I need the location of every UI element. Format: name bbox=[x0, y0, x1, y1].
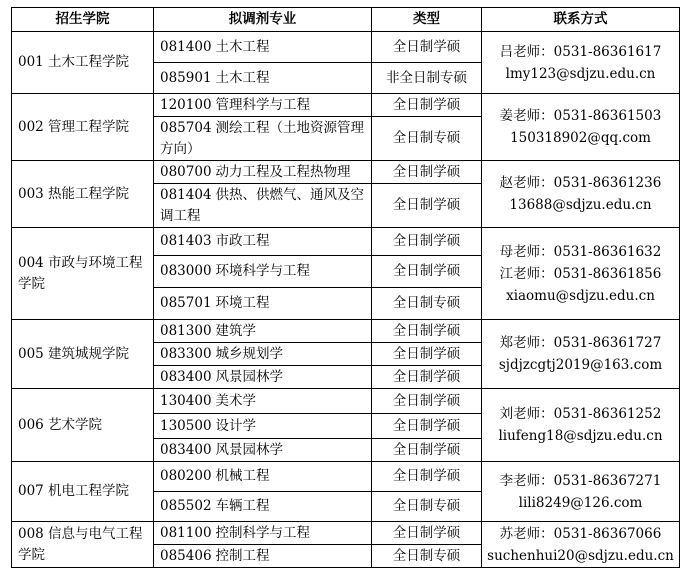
college-name: 008 信息与电气工程学院 bbox=[12, 522, 154, 568]
major-code: 083300 bbox=[160, 345, 212, 362]
major-cell bbox=[154, 117, 372, 161]
table-row bbox=[12, 94, 680, 117]
major-cell bbox=[154, 389, 372, 414]
major-cell bbox=[154, 545, 372, 568]
major-cell bbox=[154, 161, 372, 184]
contact-line: 李老师：0531-86367271 bbox=[499, 472, 662, 489]
major-code: 130500 bbox=[160, 417, 212, 434]
major-name: 机械工程 bbox=[215, 468, 270, 484]
header-contact: 联系方式 bbox=[482, 8, 680, 32]
major-code: 083400 bbox=[160, 368, 212, 385]
college-name: 005 建筑城规学院 bbox=[12, 320, 154, 389]
major-name: 土木工程 bbox=[215, 38, 270, 55]
major-cell bbox=[154, 320, 372, 343]
header-type: 类型 bbox=[372, 8, 482, 32]
program-type: 全日制学硕 bbox=[372, 320, 482, 343]
contact-line: 刘老师：0531-86361252 bbox=[499, 406, 662, 422]
admissions-table bbox=[11, 7, 680, 568]
contact-info bbox=[482, 228, 680, 320]
major-name: 环境科学与工程 bbox=[215, 263, 311, 279]
major-code: 085901 bbox=[160, 69, 212, 86]
major-name: 控制科学与工程 bbox=[215, 524, 311, 541]
major-code: 081100 bbox=[160, 524, 212, 541]
major-cell bbox=[154, 94, 372, 117]
major-cell bbox=[154, 63, 372, 94]
program-type: 全日制学硕 bbox=[372, 32, 482, 63]
major-name: 供热、供燃气、通风及空调工程 bbox=[160, 186, 365, 224]
major-cell bbox=[154, 462, 372, 492]
major-cell bbox=[154, 288, 372, 320]
contact-line: 姜老师：0531-86361503 bbox=[499, 108, 662, 124]
table-row bbox=[12, 320, 680, 343]
contact-line: 母老师：0531-86361632 bbox=[499, 243, 662, 260]
major-cell bbox=[154, 414, 372, 439]
major-code: 120100 bbox=[160, 96, 212, 113]
program-type: 全日制专硕 bbox=[372, 288, 482, 320]
college-name: 003 热能工程学院 bbox=[12, 161, 154, 228]
major-name: 建筑学 bbox=[215, 322, 257, 339]
program-type: 全日制专硕 bbox=[372, 117, 482, 161]
major-name: 设计学 bbox=[215, 417, 257, 434]
major-code: 130400 bbox=[160, 392, 212, 409]
contact-line: 吕老师：0531-86361617 bbox=[499, 43, 662, 60]
contact-line: 苏老师：0531-86367066 bbox=[499, 525, 662, 542]
table-row bbox=[12, 32, 680, 63]
program-type: 全日制学硕 bbox=[372, 161, 482, 184]
contact-info bbox=[482, 522, 680, 568]
major-cell bbox=[154, 366, 372, 389]
program-type: 全日制学硕 bbox=[372, 389, 482, 414]
contact-line: liufeng18@sdjzu.edu.cn bbox=[498, 428, 663, 444]
contact-line: suchenhui20@sdjzu.edu.cn bbox=[487, 547, 674, 564]
program-type: 全日制专硕 bbox=[372, 545, 482, 568]
major-name: 动力工程及工程热物理 bbox=[215, 163, 351, 180]
major-code: 080700 bbox=[160, 163, 212, 180]
contact-line: lmy123@sdjzu.edu.cn bbox=[505, 65, 656, 82]
program-type: 全日制学硕 bbox=[372, 94, 482, 117]
contact-line: 郑老师：0531-86361727 bbox=[499, 335, 662, 351]
major-name: 管理科学与工程 bbox=[215, 96, 311, 113]
table-body bbox=[12, 32, 680, 568]
major-name: 美术学 bbox=[215, 392, 257, 409]
contact-line: xiaomu@sdjzu.edu.cn bbox=[506, 287, 655, 304]
table-row bbox=[12, 462, 680, 492]
major-cell bbox=[154, 439, 372, 462]
college-name: 006 艺术学院 bbox=[12, 389, 154, 462]
major-name: 测绘工程（土地资源管理方向） bbox=[160, 119, 365, 157]
table-row bbox=[12, 228, 680, 256]
major-name: 控制工程 bbox=[215, 547, 270, 564]
college-name: 007 机电工程学院 bbox=[12, 462, 154, 522]
major-cell bbox=[154, 343, 372, 366]
program-type: 全日制学硕 bbox=[372, 522, 482, 545]
major-code: 083000 bbox=[160, 263, 212, 279]
contact-line: lili8249@126.com bbox=[518, 494, 643, 511]
major-code: 081404 bbox=[160, 186, 212, 203]
major-name: 土木工程 bbox=[215, 69, 270, 86]
major-name: 风景园林学 bbox=[215, 441, 284, 458]
header-college: 招生学院 bbox=[12, 8, 154, 32]
major-name: 车辆工程 bbox=[215, 498, 270, 514]
header-row bbox=[12, 8, 680, 32]
major-cell bbox=[154, 522, 372, 545]
contact-line: 赵老师：0531-86361236 bbox=[499, 175, 662, 191]
major-code: 085502 bbox=[160, 498, 212, 514]
program-type: 全日制专硕 bbox=[372, 492, 482, 522]
program-type: 非全日制专硕 bbox=[372, 63, 482, 94]
major-code: 085704 bbox=[160, 119, 212, 136]
major-code: 081300 bbox=[160, 322, 212, 339]
contact-line: 江老师：0531-86361856 bbox=[499, 265, 662, 282]
major-cell bbox=[154, 492, 372, 522]
table-row bbox=[12, 389, 680, 414]
program-type: 全日制学硕 bbox=[372, 462, 482, 492]
college-name: 004 市政与环境工程学院 bbox=[12, 228, 154, 320]
college-name: 001 土木工程学院 bbox=[12, 32, 154, 94]
table-row bbox=[12, 522, 680, 545]
major-name: 市政工程 bbox=[215, 233, 270, 249]
major-name: 城乡规划学 bbox=[215, 345, 284, 362]
major-cell bbox=[154, 184, 372, 228]
major-code: 085701 bbox=[160, 295, 212, 311]
program-type: 全日制学硕 bbox=[372, 184, 482, 228]
major-cell bbox=[154, 228, 372, 256]
contact-info bbox=[482, 320, 680, 389]
program-type: 全日制学硕 bbox=[372, 343, 482, 366]
major-cell bbox=[154, 256, 372, 288]
program-type: 全日制学硕 bbox=[372, 439, 482, 462]
college-name: 002 管理工程学院 bbox=[12, 94, 154, 161]
contact-line: sjdjzcgtj2019@163.com bbox=[498, 357, 663, 373]
contact-info bbox=[482, 389, 680, 462]
program-type: 全日制学硕 bbox=[372, 366, 482, 389]
table-row bbox=[12, 161, 680, 184]
contact-info bbox=[482, 94, 680, 161]
major-code: 083400 bbox=[160, 441, 212, 458]
header-major: 拟调剂专业 bbox=[154, 8, 372, 32]
program-type: 全日制学硕 bbox=[372, 256, 482, 288]
program-type: 全日制学硕 bbox=[372, 228, 482, 256]
contact-info bbox=[482, 32, 680, 94]
major-name: 风景园林学 bbox=[215, 368, 284, 385]
major-code: 081400 bbox=[160, 38, 212, 55]
major-code: 081403 bbox=[160, 233, 212, 249]
program-type: 全日制学硕 bbox=[372, 414, 482, 439]
contact-line: 150318902@qq.com bbox=[510, 130, 651, 146]
major-code: 080200 bbox=[160, 468, 212, 484]
major-code: 085406 bbox=[160, 547, 212, 564]
major-name: 环境工程 bbox=[215, 295, 270, 311]
contact-info bbox=[482, 161, 680, 228]
contact-line: 13688@sdjzu.edu.cn bbox=[509, 197, 652, 213]
major-cell bbox=[154, 32, 372, 63]
contact-info bbox=[482, 462, 680, 522]
